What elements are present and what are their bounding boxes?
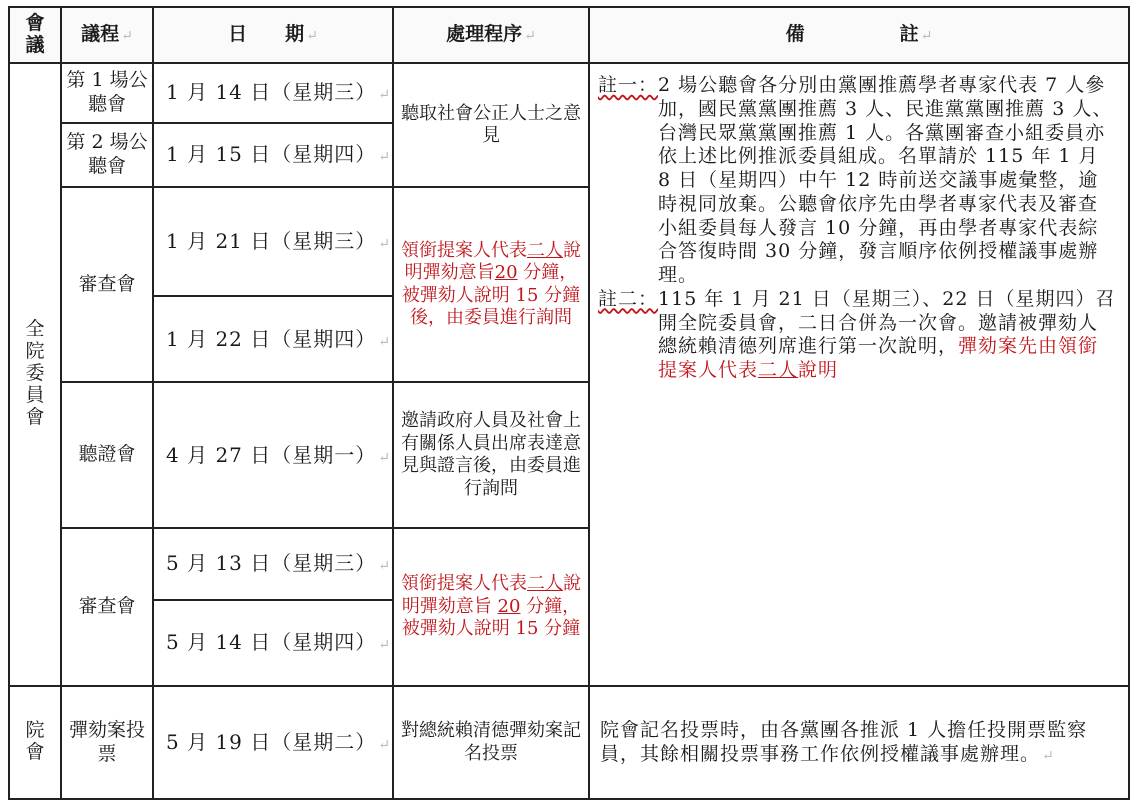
agenda-cell: 審查會 (61, 187, 153, 382)
schedule-table (8, 6, 1130, 800)
table-row (9, 63, 1129, 123)
note-1-text: 2 場公聽會各分別由黨團推薦學者專家代表 7 人參加，國民黨黨團推薦 3 人、民進黨黨團推薦 3 人、台灣民眾黨黨團推薦 1 人。各黨團審查小組委員亦依上述比例推派委員組成。名單請於 115 年 1 月 8 日（星期四）中午 12 時前送交議事處彙整，逾時視同放棄。公聽會依序先由學者專家代表及審查小組委員每人發言 10 分鐘，再由學者專家代表綜合答復時間 30 分鐘，發言順序依例授權議事處辦理。 (658, 74, 1113, 286)
date-cell: 1 月 15 日（星期四） ↵ (153, 123, 393, 188)
header-remark: 備 註 ↵ (589, 7, 1129, 63)
procedure-vote: 對總統賴清德彈劾案記名投票 (393, 686, 589, 799)
agenda-cell: 第 1 場公聽會 (61, 63, 153, 123)
table-row (9, 686, 1129, 799)
date-cell: 1 月 14 日（星期三） ↵ (153, 63, 393, 123)
header-meeting: 會議 (9, 7, 61, 63)
header-procedure: 處理程序 ↵ (393, 7, 589, 63)
date-cell: 5 月 14 日（星期四） ↵ (153, 600, 393, 686)
agenda-cell: 第 2 場公聽會 (61, 123, 153, 188)
agenda-cell: 審查會 (61, 528, 153, 686)
group-plenary: 全院委員會 (9, 63, 61, 686)
date-cell: 4 月 27 日（星期一） ↵ (153, 382, 393, 528)
header-row (9, 7, 1129, 63)
remark-notes (589, 63, 1129, 686)
date-cell: 5 月 13 日（星期三） ↵ (153, 528, 393, 600)
header-agenda: 議程 ↵ (61, 7, 153, 63)
date-cell: 5 月 19 日（星期二） ↵ (153, 686, 393, 799)
procedure-hearing: 聽取社會公正人士之意見 (393, 63, 589, 187)
procedure-testimony: 邀請政府人員及社會上有關係人員出席表達意見與證言後，由委員進行詢問 (393, 382, 589, 528)
procedure-review-2: 領銜提案人代表二人說明彈劾意旨 20 分鐘，被彈劾人說明 15 分鐘 (393, 528, 589, 686)
agenda-cell: 彈劾案投票 (61, 686, 153, 799)
date-cell: 1 月 21 日（星期三） ↵ (153, 187, 393, 296)
note-1-label: 註一： (598, 74, 659, 96)
note-2 (598, 288, 1118, 383)
date-cell: 1 月 22 日（星期四） ↵ (153, 296, 393, 382)
agenda-cell: 聽證會 (61, 382, 153, 528)
note-1 (598, 74, 1118, 288)
remark-vote: 院會記名投票時，由各黨團各推派 1 人擔任投開票監察員，其餘相關投票事務工作依例授權議事處辦理。 ↵ (589, 686, 1129, 799)
group-assembly: 院會 (9, 686, 61, 799)
procedure-review: 領銜提案人代表二人說明彈劾意旨20 分鐘，被彈劾人說明 15 分鐘後，由委員進行詢問 (393, 187, 589, 382)
note-2-label: 註二： (598, 287, 659, 310)
header-date: 日 期 ↵ (153, 7, 393, 63)
note-2-text: 115 年 1 月 21 日（星期三）、22 日（星期四）召開全院委員會，二日合併為一次會。邀請被彈劾人總統賴清德列席進行第一次說明，彈劾案先由領銜提案人代表二人說明 (658, 287, 1116, 381)
